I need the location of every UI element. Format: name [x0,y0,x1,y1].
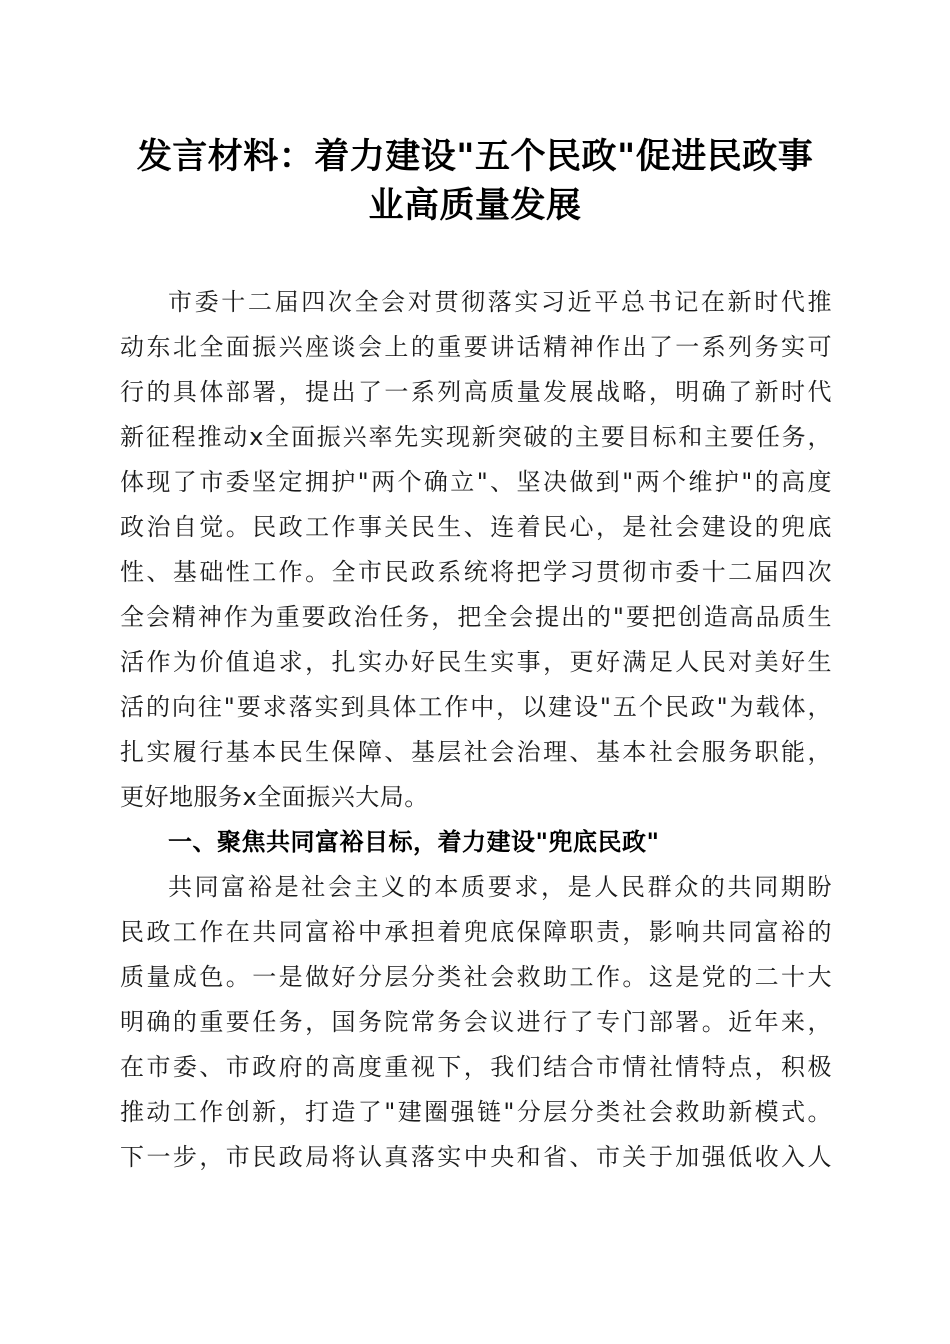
paragraph-line: 动东北全面振兴座谈会上的重要讲话精神作出了一系列务实可 [120,333,832,361]
paragraph-line: 更好地服务x全面振兴大局。 [120,783,429,811]
paragraph-line: 行的具体部署，提出了一系列高质量发展战略，明确了新时代 [120,378,832,406]
document-title [100,132,850,230]
paragraph-line: 在市委、市政府的高度重视下，我们结合市情社情特点，积极 [120,1053,832,1081]
paragraph-line: 民政工作在共同富裕中承担着兜底保障职责，影响共同富裕的 [120,918,832,946]
paragraph-line: 体现了市委坚定拥护"两个确立"、坚决做到"两个维护"的高度 [120,468,832,496]
paragraph-line: 活的向往"要求落实到具体工作中，以建设"五个民政"为载体， [120,693,832,721]
paragraph-line: 质量成色。一是做好分层分类社会救助工作。这是党的二十大 [120,963,832,991]
document-body [120,280,832,1180]
title-line: 发言材料：着力建设"五个民政"促进民政事 [136,136,814,177]
paragraph-line: 政治自觉。民政工作事关民生、连着民心，是社会建设的兜底 [120,513,832,541]
section-heading: 一、聚焦共同富裕目标，着力建设"兜底民政" [168,828,660,856]
paragraph-line: 市委十二届四次全会对贯彻落实习近平总书记在新时代推 [168,288,832,316]
paragraph-line: 下一步，市民政局将认真落实中央和省、市关于加强低收入人 [120,1143,832,1171]
paragraph-line: 明确的重要任务，国务院常务会议进行了专门部署。近年来， [120,1008,832,1036]
paragraph-line: 全会精神作为重要政治任务，把全会提出的"要把创造高品质生 [120,603,832,631]
paragraph-line: 推动工作创新，打造了"建圈强链"分层分类社会救助新模式。 [120,1098,832,1126]
paragraph-line: 新征程推动x全面振兴率先实现新突破的主要目标和主要任务， [120,423,832,451]
paragraph-line: 活作为价值追求，扎实办好民生实事，更好满足人民对美好生 [120,648,832,676]
title-line: 业高质量发展 [368,185,582,226]
paragraph-line: 性、基础性工作。全市民政系统将把学习贯彻市委十二届四次 [120,558,832,586]
paragraph-line: 扎实履行基本民生保障、基层社会治理、基本社会服务职能， [120,738,832,766]
paragraph-line: 共同富裕是社会主义的本质要求，是人民群众的共同期盼 [168,873,832,901]
